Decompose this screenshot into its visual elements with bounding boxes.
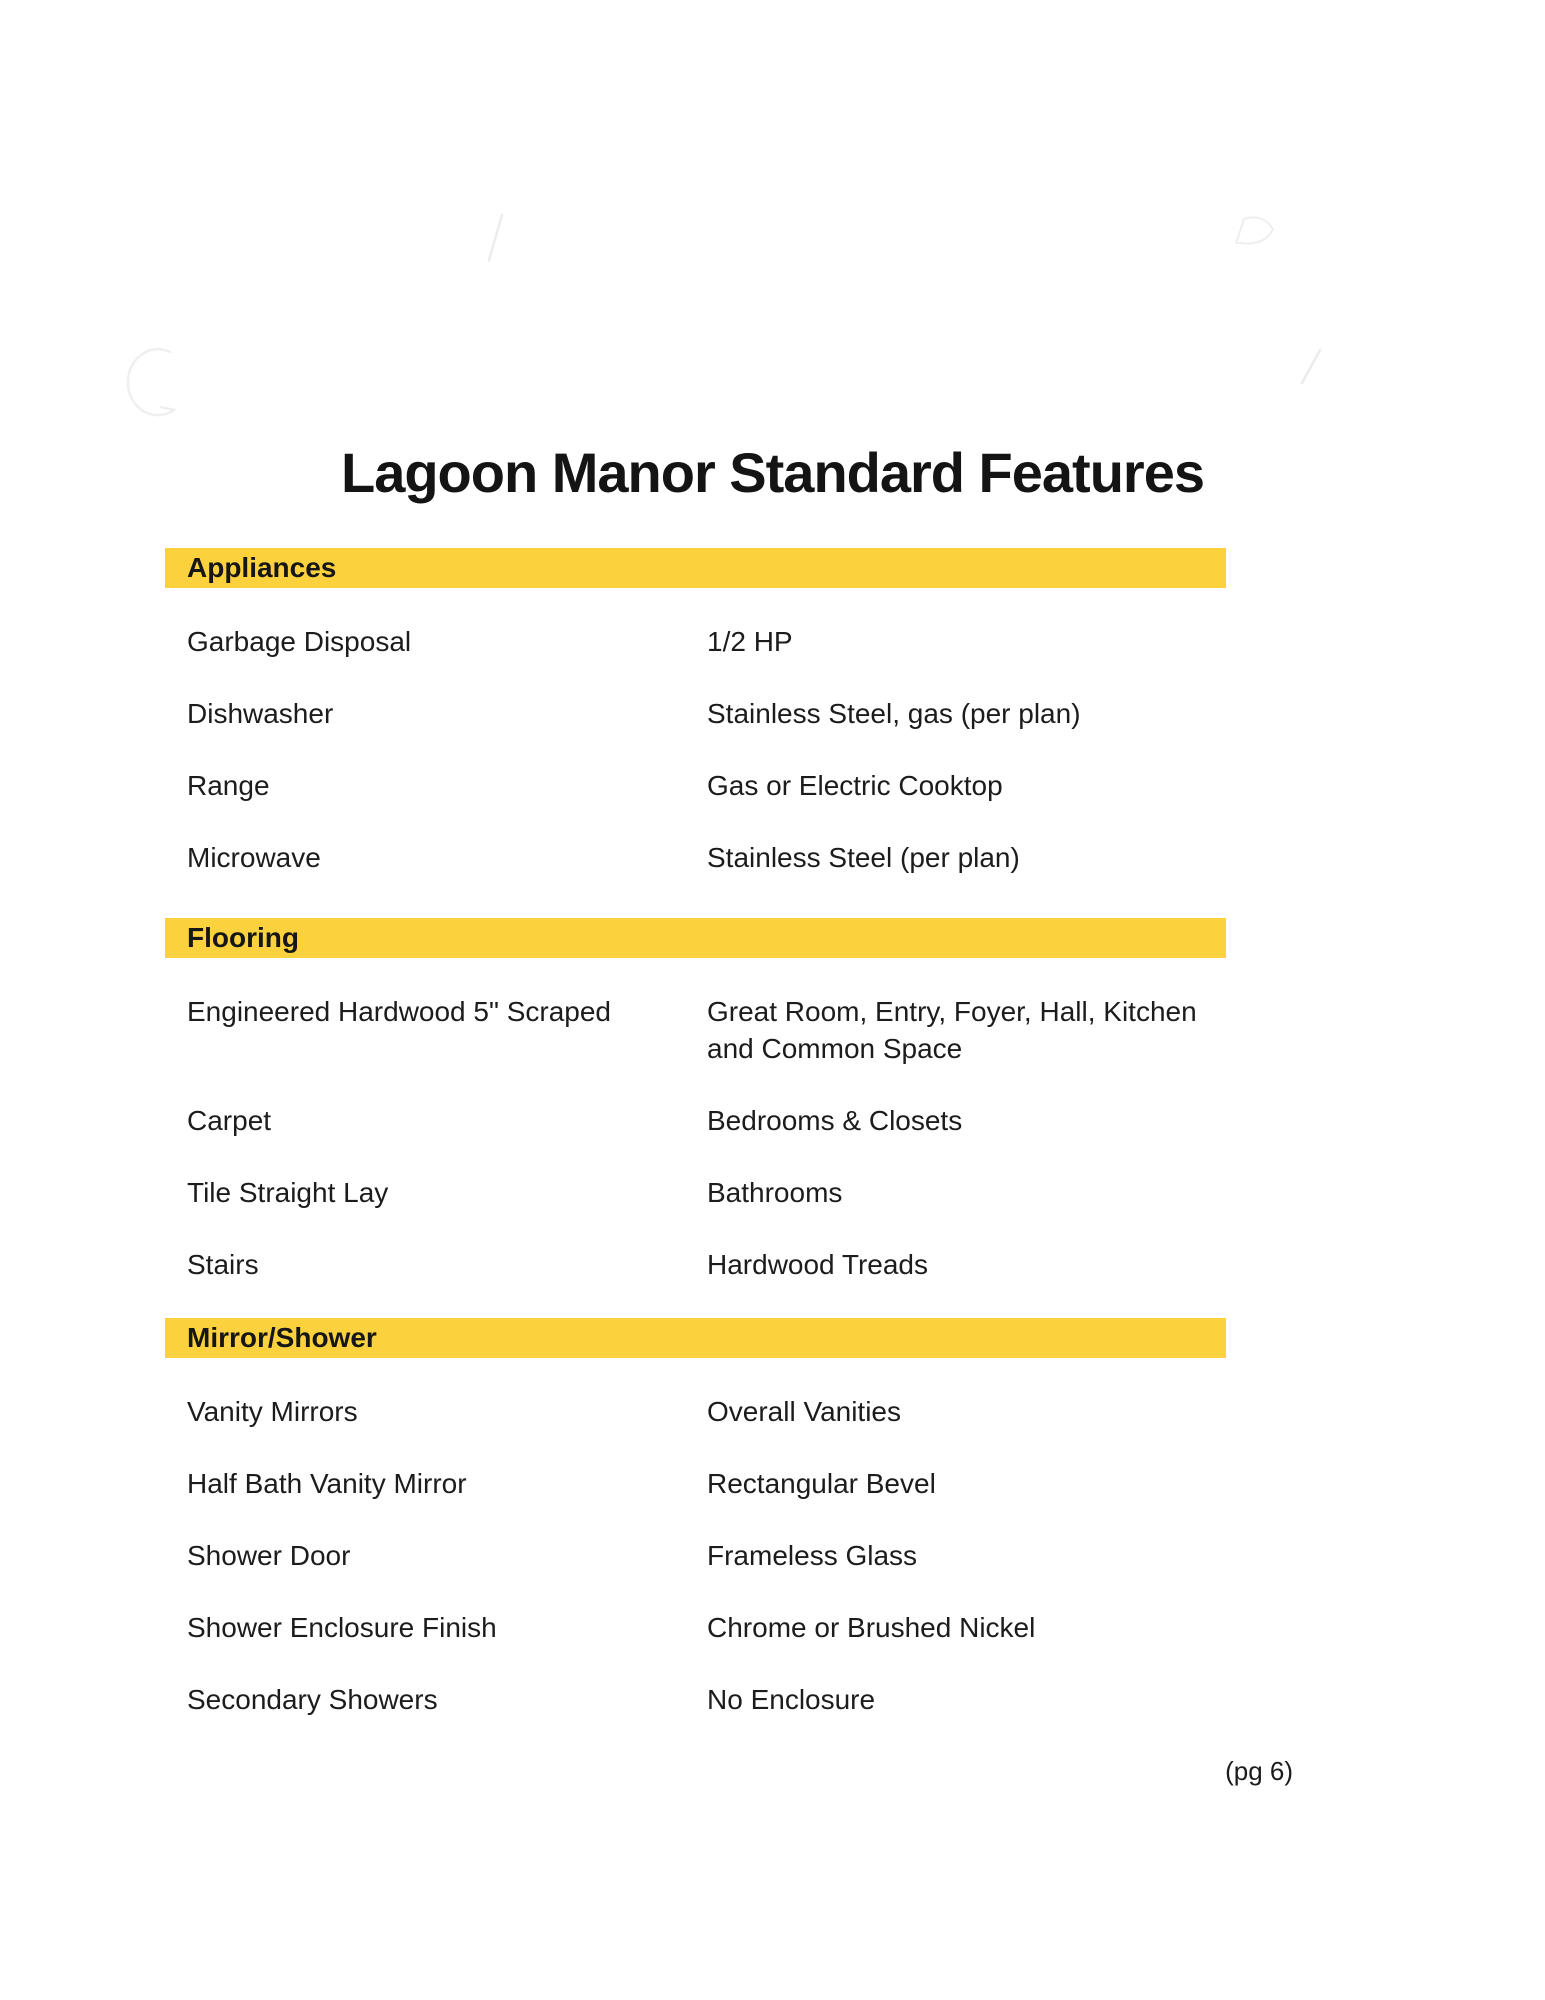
feature-value: Bathrooms (707, 1177, 843, 1208)
section-heading-bar (165, 1318, 1226, 1358)
feature-row (165, 767, 1226, 804)
feature-row (165, 1465, 1226, 1502)
feature-value: Frameless Glass (707, 1540, 918, 1571)
section-heading-bar (165, 548, 1226, 588)
feature-value: Stainless Steel, gas (per plan) (707, 698, 1081, 729)
feature-row (165, 1174, 1226, 1211)
feature-value: 1/2 HP (707, 626, 793, 657)
feature-value: Overall Vanities (707, 1396, 902, 1427)
section-heading: Appliances (187, 552, 337, 583)
feature-label: Microwave (187, 842, 321, 873)
feature-value: Stainless Steel (per plan) (707, 842, 1020, 873)
feature-row (165, 695, 1226, 732)
section-rows (165, 623, 1226, 876)
scan-artifacts-decoration (0, 0, 1545, 450)
feature-label: Garbage Disposal (187, 626, 412, 657)
feature-label: Range (187, 770, 270, 801)
section-heading-bar (165, 918, 1226, 958)
feature-value: Great Room, Entry, Foyer, Hall, Kitchen and Common Space (707, 996, 1197, 1064)
feature-row (165, 1246, 1226, 1283)
feature-value: Chrome or Brushed Nickel (707, 1612, 1036, 1643)
feature-value: Gas or Electric Cooktop (707, 770, 1003, 801)
feature-label: Tile Straight Lay (187, 1177, 389, 1208)
feature-label: Shower Door (187, 1540, 351, 1571)
feature-row (165, 1681, 1226, 1718)
feature-label: Dishwasher (187, 698, 334, 729)
feature-label: Engineered Hardwood 5" Scraped (187, 996, 611, 1027)
feature-label: Vanity Mirrors (187, 1396, 358, 1427)
feature-row (165, 1102, 1226, 1139)
feature-value: Rectangular Bevel (707, 1468, 936, 1499)
page-title: Lagoon Manor Standard Features (341, 441, 1204, 504)
section-rows (165, 993, 1226, 1283)
feature-label: Half Bath Vanity Mirror (187, 1468, 467, 1499)
feature-row (165, 993, 1226, 1067)
page-number: (pg 6) (1225, 1756, 1293, 1786)
feature-row (165, 1393, 1226, 1430)
feature-row (165, 1537, 1226, 1574)
section-rows (165, 1393, 1226, 1718)
feature-section (165, 1318, 1226, 1718)
feature-value: No Enclosure (707, 1684, 876, 1715)
feature-section (165, 548, 1226, 876)
feature-value: Hardwood Treads (707, 1249, 929, 1280)
feature-section (165, 918, 1226, 1283)
feature-row (165, 839, 1226, 876)
feature-row (165, 623, 1226, 660)
feature-label: Secondary Showers (187, 1684, 438, 1715)
feature-label: Shower Enclosure Finish (187, 1612, 497, 1643)
feature-value: Bedrooms & Closets (707, 1105, 963, 1136)
section-heading: Flooring (187, 922, 299, 953)
feature-label: Stairs (187, 1249, 259, 1280)
feature-row (165, 1609, 1226, 1646)
section-heading: Mirror/Shower (187, 1322, 377, 1353)
feature-label: Carpet (187, 1105, 272, 1136)
